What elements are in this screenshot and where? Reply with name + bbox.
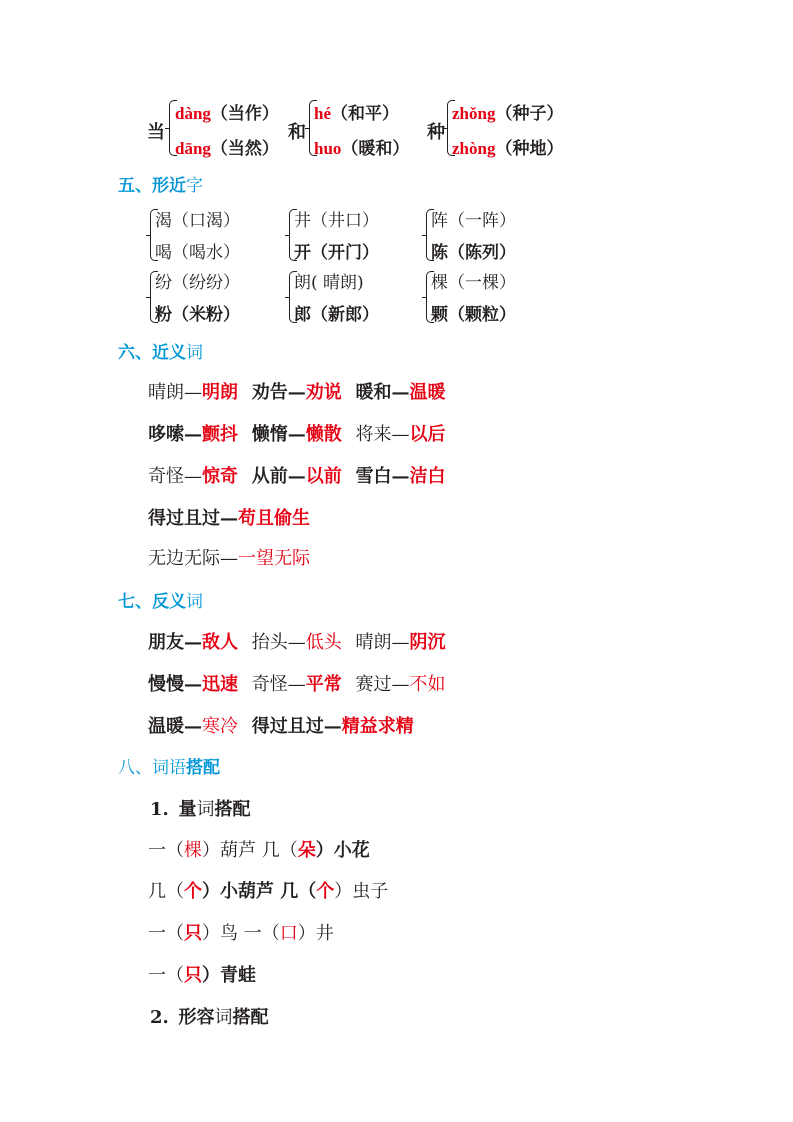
word: 得过且过— [251,716,342,737]
collocation-row [148,836,370,862]
similar-char-top: 纷（纷纷） [155,273,240,293]
polyphone-char: 当 [147,122,165,143]
answer: 低头 [305,632,342,653]
answer: 苟且偷生 [238,508,310,529]
sub-text: 形容 [178,1007,215,1028]
sub-num: 1. [150,799,169,820]
text: 一（ [148,965,184,986]
word: 朋友— [148,632,202,653]
polyphone-char: 和 [288,122,306,143]
antonym-row [148,712,414,738]
text: ）葫芦 几（ [202,840,298,861]
similar-char-top: 棵（一棵） [431,273,516,293]
heading-mid: 词语 [152,758,186,778]
polyphone-char: 种 [427,122,445,143]
heading-prefix: 七、反义 [118,592,186,612]
word: 奇怪— [251,674,306,695]
word: 温暖— [148,716,202,737]
pinyin: hé [314,104,331,123]
synonym-row [148,544,310,570]
word: 抬头— [251,632,306,653]
word: 晴朗— [148,382,202,403]
answer: 温暖 [409,382,446,403]
similar-char-top: 阵（一阵） [431,211,516,231]
word: 雪白— [355,466,410,487]
pinyin: dāng [175,139,211,158]
answer: 棵 [184,840,202,861]
answer: 个 [316,881,335,902]
text: ）鸟 一（ [202,923,280,944]
sub-text: 搭配 [232,1007,269,1028]
heading-prefix: 五、形近 [118,176,186,196]
synonym-row [148,378,445,404]
answer: 阴沉 [409,632,446,653]
answer: 寒冷 [202,716,238,737]
answer: 颤抖 [202,424,238,445]
word: 赛过— [355,674,410,695]
text: ）小花 [315,840,370,861]
word: （暖和） [341,139,410,159]
answer: 以前 [305,466,342,487]
word: （当然） [210,139,279,159]
similar-char-bottom: 颗（颗粒） [431,305,516,325]
sub-text: 搭配 [214,799,251,820]
subheading-measure-words [150,795,251,821]
word: 暖和— [355,382,410,403]
pinyin: huo [314,139,342,158]
similar-char-top: 井（井口） [294,211,379,231]
similar-char-bottom: 陈（陈列） [431,243,516,263]
answer: 个 [184,881,202,902]
word: 从前— [251,466,306,487]
antonym-row [148,628,445,654]
answer: 口 [279,923,298,944]
pinyin: zhòng [452,139,496,158]
section-heading-similar-chars [118,171,203,196]
similar-char-bottom: 喝（喝水） [155,243,240,263]
similar-char-bottom: 粉（米粉） [155,305,240,325]
pinyin: zhǒng [452,104,496,123]
heading-suffix: 词 [186,592,203,612]
word: 奇怪— [148,466,202,487]
collocation-row [148,877,388,903]
answer: 敌人 [202,632,238,653]
word: 晴朗— [355,632,410,653]
word: （种地） [495,139,564,159]
synonym-row [148,462,445,488]
word: （种子） [495,104,564,124]
sub-text: 词 [196,799,215,820]
answer: 不如 [409,674,446,695]
text: 一（ [148,923,184,944]
text: ）小葫芦 几（ [202,881,317,902]
text: ）虫子 [334,881,389,902]
answer: 迅速 [202,674,238,695]
answer: 以后 [409,424,446,445]
word: 慢慢— [148,674,202,695]
word: 哆嗦— [148,424,202,445]
section-heading-collocation [118,753,220,778]
section-heading-antonyms [118,587,203,612]
word: 将来— [355,424,410,445]
heading-suffix: 字 [186,176,203,196]
text: ）井 [297,923,334,944]
answer: 懒散 [305,424,342,445]
heading-suffix: 搭配 [186,758,220,778]
subheading-adjectives [150,1003,269,1029]
word: 得过且过— [148,508,238,529]
text: 一（ [148,840,184,861]
similar-char-bottom: 郎（新郎） [294,305,379,325]
similar-char-bottom: 开（开门） [294,243,379,263]
text: 几（ [148,881,184,902]
word: 劝告— [251,382,306,403]
text: ）青蛙 [202,965,256,986]
antonym-row [148,670,445,696]
word: 无边无际— [148,548,238,569]
heading-prefix: 八、 [118,758,152,778]
collocation-row [148,919,334,945]
answer: 平常 [305,674,342,695]
sub-text: 词 [214,1007,233,1028]
answer: 洁白 [409,466,446,487]
pinyin: dàng [175,104,211,123]
answer: 精益求精 [341,716,414,737]
heading-suffix: 词 [186,343,203,363]
word: （当作） [210,104,279,124]
sub-num: 2. [150,1007,169,1028]
word: （和平） [331,104,399,124]
synonym-row [148,420,445,446]
answer: 一望无际 [238,548,310,569]
heading-prefix: 六、近义 [118,343,186,363]
answer: 惊奇 [202,466,238,487]
section-heading-synonyms [118,338,203,363]
similar-char-top: 朗( 晴朗) [294,273,364,293]
sub-text: 量 [178,799,197,820]
collocation-row [148,961,256,987]
similar-char-top: 渴（口渴） [155,211,240,231]
synonym-row [148,504,310,530]
answer: 朵 [297,840,316,861]
answer: 只 [184,965,202,986]
answer: 只 [184,923,202,944]
answer: 明朗 [202,382,238,403]
answer: 劝说 [305,382,342,403]
word: 懒惰— [251,424,306,445]
